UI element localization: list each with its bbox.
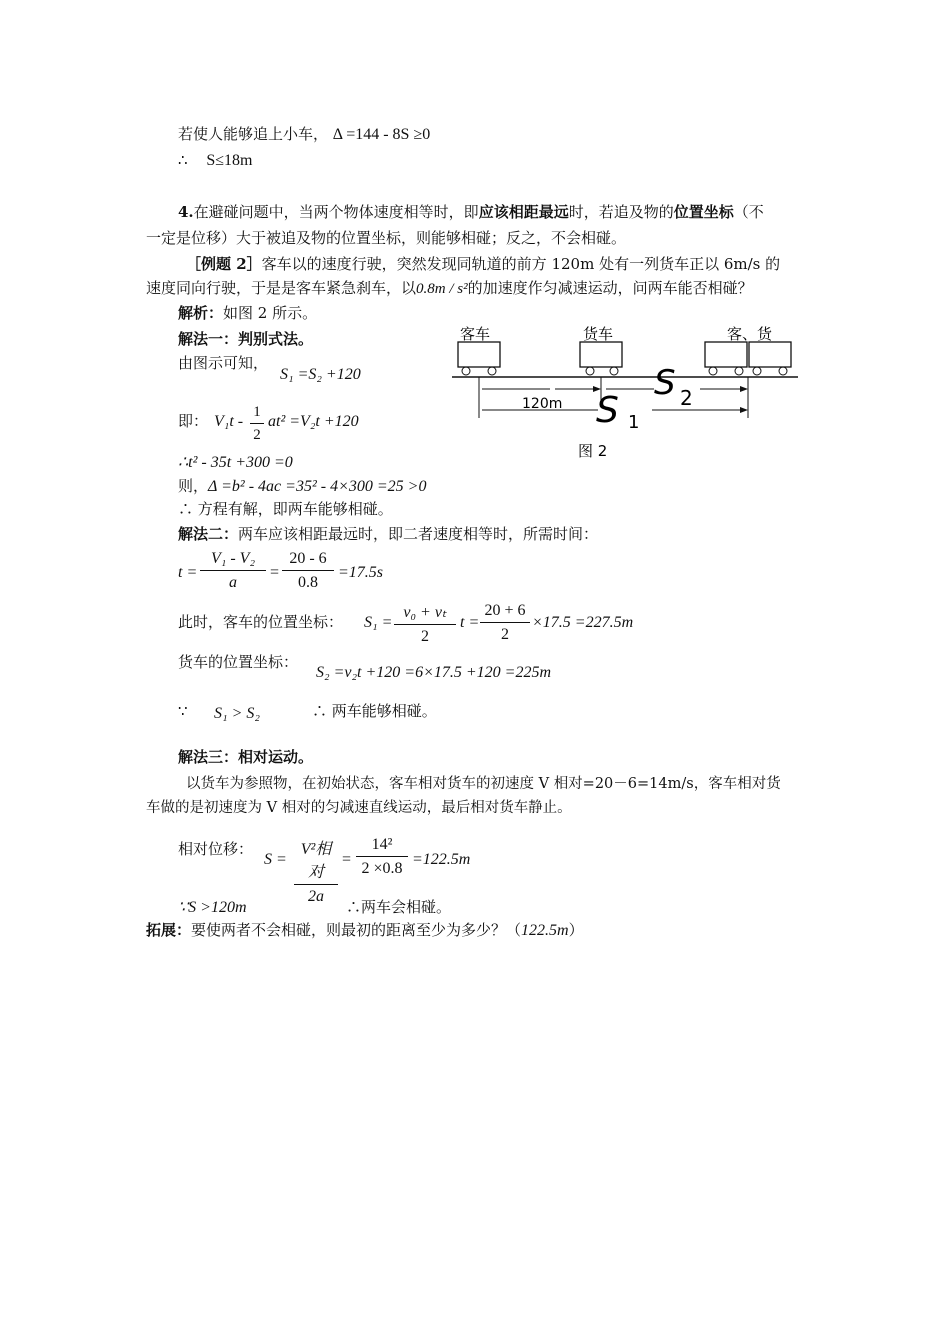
method3-eq-result: =122.5m <box>412 851 471 868</box>
truck-wheel <box>586 367 594 375</box>
method1-title: 解法一：判别式法。 <box>178 330 314 348</box>
fraction-numerator: v₀ + vₜ <box>394 602 456 625</box>
method1-eq2-left: V₁t - <box>214 413 244 430</box>
method2-intro: 两车应该相距最远时，即二者速度相等时，所需时间： <box>238 525 599 543</box>
fraction-numerator: V²相对 <box>294 836 338 885</box>
figure-caption: 图 2 <box>578 442 608 460</box>
label-s1: S <box>596 390 619 431</box>
method3-line2: 车做的是初速度为 V 相对的匀减速直线运动，最后相对货车静止。 <box>146 800 572 816</box>
extension-close: ） <box>568 921 584 939</box>
analysis-line <box>178 306 317 321</box>
method2-t-frac1 <box>200 550 266 592</box>
method2-t-eq: = <box>270 564 280 581</box>
method3-rel-label: 相对位移： <box>178 840 254 858</box>
fraction-numerator: 20 + 6 <box>480 602 530 623</box>
truck-box-start <box>580 342 622 367</box>
fraction-denominator: 2 ×0.8 <box>361 860 403 877</box>
example-text1: 客车以的速度行驶，突然发现同轨道的前方 120m 处有一列货车正以 6m/s 的 <box>261 255 781 273</box>
method1-ie: 即： <box>178 412 209 430</box>
arrowhead <box>740 386 748 392</box>
label-car: 客车 <box>460 325 491 343</box>
delta-inequality: Δ =144 - 8S ≥0 <box>332 126 431 143</box>
car-box-start <box>458 342 500 367</box>
fraction-denominator: 2 <box>501 626 509 643</box>
method2-s1-frac1 <box>394 602 456 646</box>
method2-t-lhs: t = <box>178 564 198 581</box>
car-box-end <box>705 342 747 367</box>
method2-because: ∵ <box>178 702 188 720</box>
label-car-truck: 客、货 <box>727 325 773 343</box>
point4-text3: （不 <box>733 203 764 221</box>
method3-frac2 <box>356 836 408 878</box>
car-wheel <box>488 367 496 375</box>
fraction-denominator: 2 <box>253 427 261 443</box>
label-distance-120m: 120m <box>522 396 563 412</box>
therefore-symbol: ∴ <box>178 151 188 169</box>
label-truck: 货车 <box>583 325 614 343</box>
analysis-text: 如图 2 所示。 <box>223 304 318 322</box>
truck-wheel <box>753 367 761 375</box>
car-wheel <box>709 367 717 375</box>
method2-s1-lhs: S₁ = <box>364 614 393 631</box>
line-therefore-s <box>178 153 252 169</box>
method2-therefore: ∴ 两车能够相碰。 <box>312 702 437 720</box>
method2-s1-frac2 <box>480 602 530 644</box>
point4-bold1: 应该相距最远 <box>478 203 569 221</box>
label-s2: S <box>654 363 676 403</box>
analysis-label: 解析： <box>178 304 224 322</box>
method2-t-frac2 <box>282 550 334 592</box>
fraction-numerator: V₁ - V₂ <box>200 550 266 571</box>
method3-title: 解法三：相对运动。 <box>178 748 314 766</box>
method1-eq2-fraction <box>250 404 264 444</box>
example-text2b: 的加速度作匀减速运动，问两车能否相碰？ <box>467 279 753 297</box>
fraction-numerator: 20 - 6 <box>282 550 334 571</box>
truck-wheel <box>779 367 787 375</box>
point4-line1 <box>178 205 764 220</box>
method1-then <box>178 479 426 495</box>
method1-eq1: S₁ =S₂ +120 <box>280 366 361 383</box>
fraction-numerator: 1 <box>250 404 264 424</box>
discriminant-eq: Δ =b² - 4ac =35² - 4×300 =25 >0 <box>208 478 427 495</box>
line-catch-up <box>178 127 430 143</box>
method1-eq2-right: at² =V₂t +120 <box>268 413 359 430</box>
fraction-denominator: 2 <box>421 628 429 645</box>
point4-line2: 一定是位移）大于被追及物的位置坐标，则能够相碰；反之，不会相碰。 <box>146 229 627 247</box>
method1-conclusion: ∴ 方程有解，即两车能够相碰。 <box>178 500 393 518</box>
extension-text: 要使两者不会相碰，则最初的距离至少为多少？（ <box>191 921 522 939</box>
label-s2-sub: 2 <box>680 386 693 410</box>
point4-number: 4. <box>178 203 194 221</box>
method3-frac1 <box>294 836 338 906</box>
method3-eq-lhs: S = <box>264 851 287 868</box>
method3-because: ∵S >120m <box>178 899 247 916</box>
extension-line <box>146 923 584 939</box>
extension-label: 拓展： <box>146 921 192 939</box>
example-line2 <box>146 281 753 297</box>
arrowhead <box>740 407 748 413</box>
example-line1 <box>186 257 780 272</box>
method2-intro-line <box>178 527 598 542</box>
point4-bold2: 位置坐标 <box>673 203 734 221</box>
fraction-denominator: 2a <box>308 888 324 905</box>
extension-answer: 122.5m <box>521 922 569 939</box>
s-bound: S≤18m <box>206 152 253 169</box>
fraction-denominator: a <box>229 574 237 591</box>
truck-box-end <box>749 342 791 367</box>
method1-from-figure: 由图示可知， <box>178 354 269 372</box>
point4-text2: 时，若追及物的 <box>568 203 674 221</box>
method3-therefore: ∴两车会相碰。 <box>346 898 452 916</box>
method3-eq-eq: = <box>342 851 352 868</box>
method3-line1: 以货车为参照物，在初始状态，客车相对货车的初速度 V 相对=20－6=14m/s，客车相对货 <box>186 776 781 792</box>
method1-eq3: ∴t² - 35t +300 =0 <box>178 454 293 471</box>
figure-2 <box>430 322 810 462</box>
method2-title: 解法二： <box>178 525 239 543</box>
acceleration-value: 0.8m / s² <box>416 281 468 297</box>
method2-s2-eq: S₂ =v₂t +120 =6×17.5 +120 =225m <box>316 664 552 681</box>
method2-s1-mid: t = <box>460 614 480 631</box>
method2-truck-label: 货车的位置坐标： <box>178 653 299 671</box>
fraction-denominator: 0.8 <box>298 574 318 591</box>
fraction-numerator: 14² <box>356 836 408 857</box>
example-text2a: 速度同向行驶，于是是客车紧急刹车，以 <box>146 279 417 297</box>
label-s1-sub: 1 <box>628 412 640 433</box>
method2-t-result: =17.5s <box>338 564 384 581</box>
example-tag: ［例题 2］ <box>186 255 262 273</box>
line-catch-up-text: 若使人能够追上小车， <box>178 125 329 143</box>
method2-s1-result: ×17.5 =227.5m <box>532 614 634 631</box>
then-label: 则， <box>178 477 209 495</box>
method2-car-label: 此时，客车的位置坐标： <box>178 613 344 631</box>
car-wheel <box>735 367 743 375</box>
method2-compare: S₁ > S₂ <box>214 705 260 722</box>
car-wheel <box>462 367 470 375</box>
truck-wheel <box>610 367 618 375</box>
point4-text1: 在避碰问题中，当两个物体速度相等时，即 <box>193 203 479 221</box>
